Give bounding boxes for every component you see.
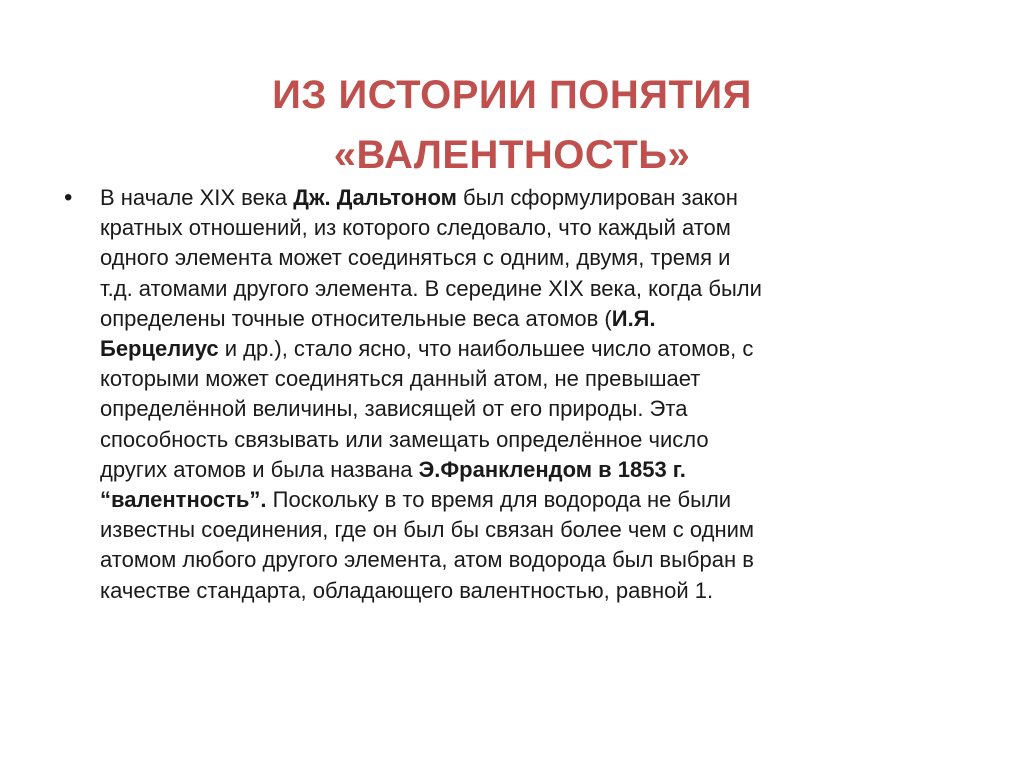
text-line: одного элемента может соединяться с одним, двумя, тремя и [100,245,731,271]
text-line: качестве стандарта, обладающего валентностью, равной 1. [100,577,714,603]
text-line [100,334,964,364]
text-line [100,455,964,485]
text-run: Поскольку в то время для водорода не были [266,487,732,513]
text-line [100,485,964,515]
bold-name-frankland: Э.Франклендом в 1853 г. [418,456,686,482]
slide-title [150,65,874,185]
text-line [100,304,964,334]
text-run: определены точные относительные веса атомов ( [100,305,612,331]
bold-term-valence: “валентность”. [100,487,267,513]
text-run: был сформулирован закон [456,185,738,210]
text-line: определённой величины, зависящей от его природы. Эта [100,396,688,422]
bullet-marker: • [64,184,73,211]
text-run: и др.), стало ясно, что наибольшее число атомов, с [218,336,754,362]
text-line: кратных отношений, из которого следовало, что каждый атом [100,215,731,241]
text-line: атомом любого другого элемента, атом водорода был выбран в [100,547,754,573]
text-line: которыми может соединяться данный атом, не превышает [100,366,701,392]
text-run: В начале XIX века [100,185,294,210]
bold-name-berzelius: Берцелиус [100,336,219,362]
bullet-paragraph [100,183,964,606]
text-line [100,183,964,213]
slide-title-line-2: «ВАЛЕНТНОСТЬ» [333,132,691,177]
text-line: способность связывать или замещать определённое число [100,426,709,452]
text-line: известны соединения, где он был бы связан более чем с одним [100,517,755,543]
text-line: т.д. атомами другого элемента. В середине XIX века, когда были [100,275,762,301]
bold-name-berzelius-initials: И.Я. [611,305,656,331]
text-run: других атомов и была названа [100,456,419,482]
bold-name-dalton: Дж. Дальтоном [293,185,457,210]
slide-content [64,183,964,606]
slide-title-line-1: ИЗ ИСТОРИИ ПОНЯТИЯ [272,72,752,117]
bullet-item [64,183,964,606]
